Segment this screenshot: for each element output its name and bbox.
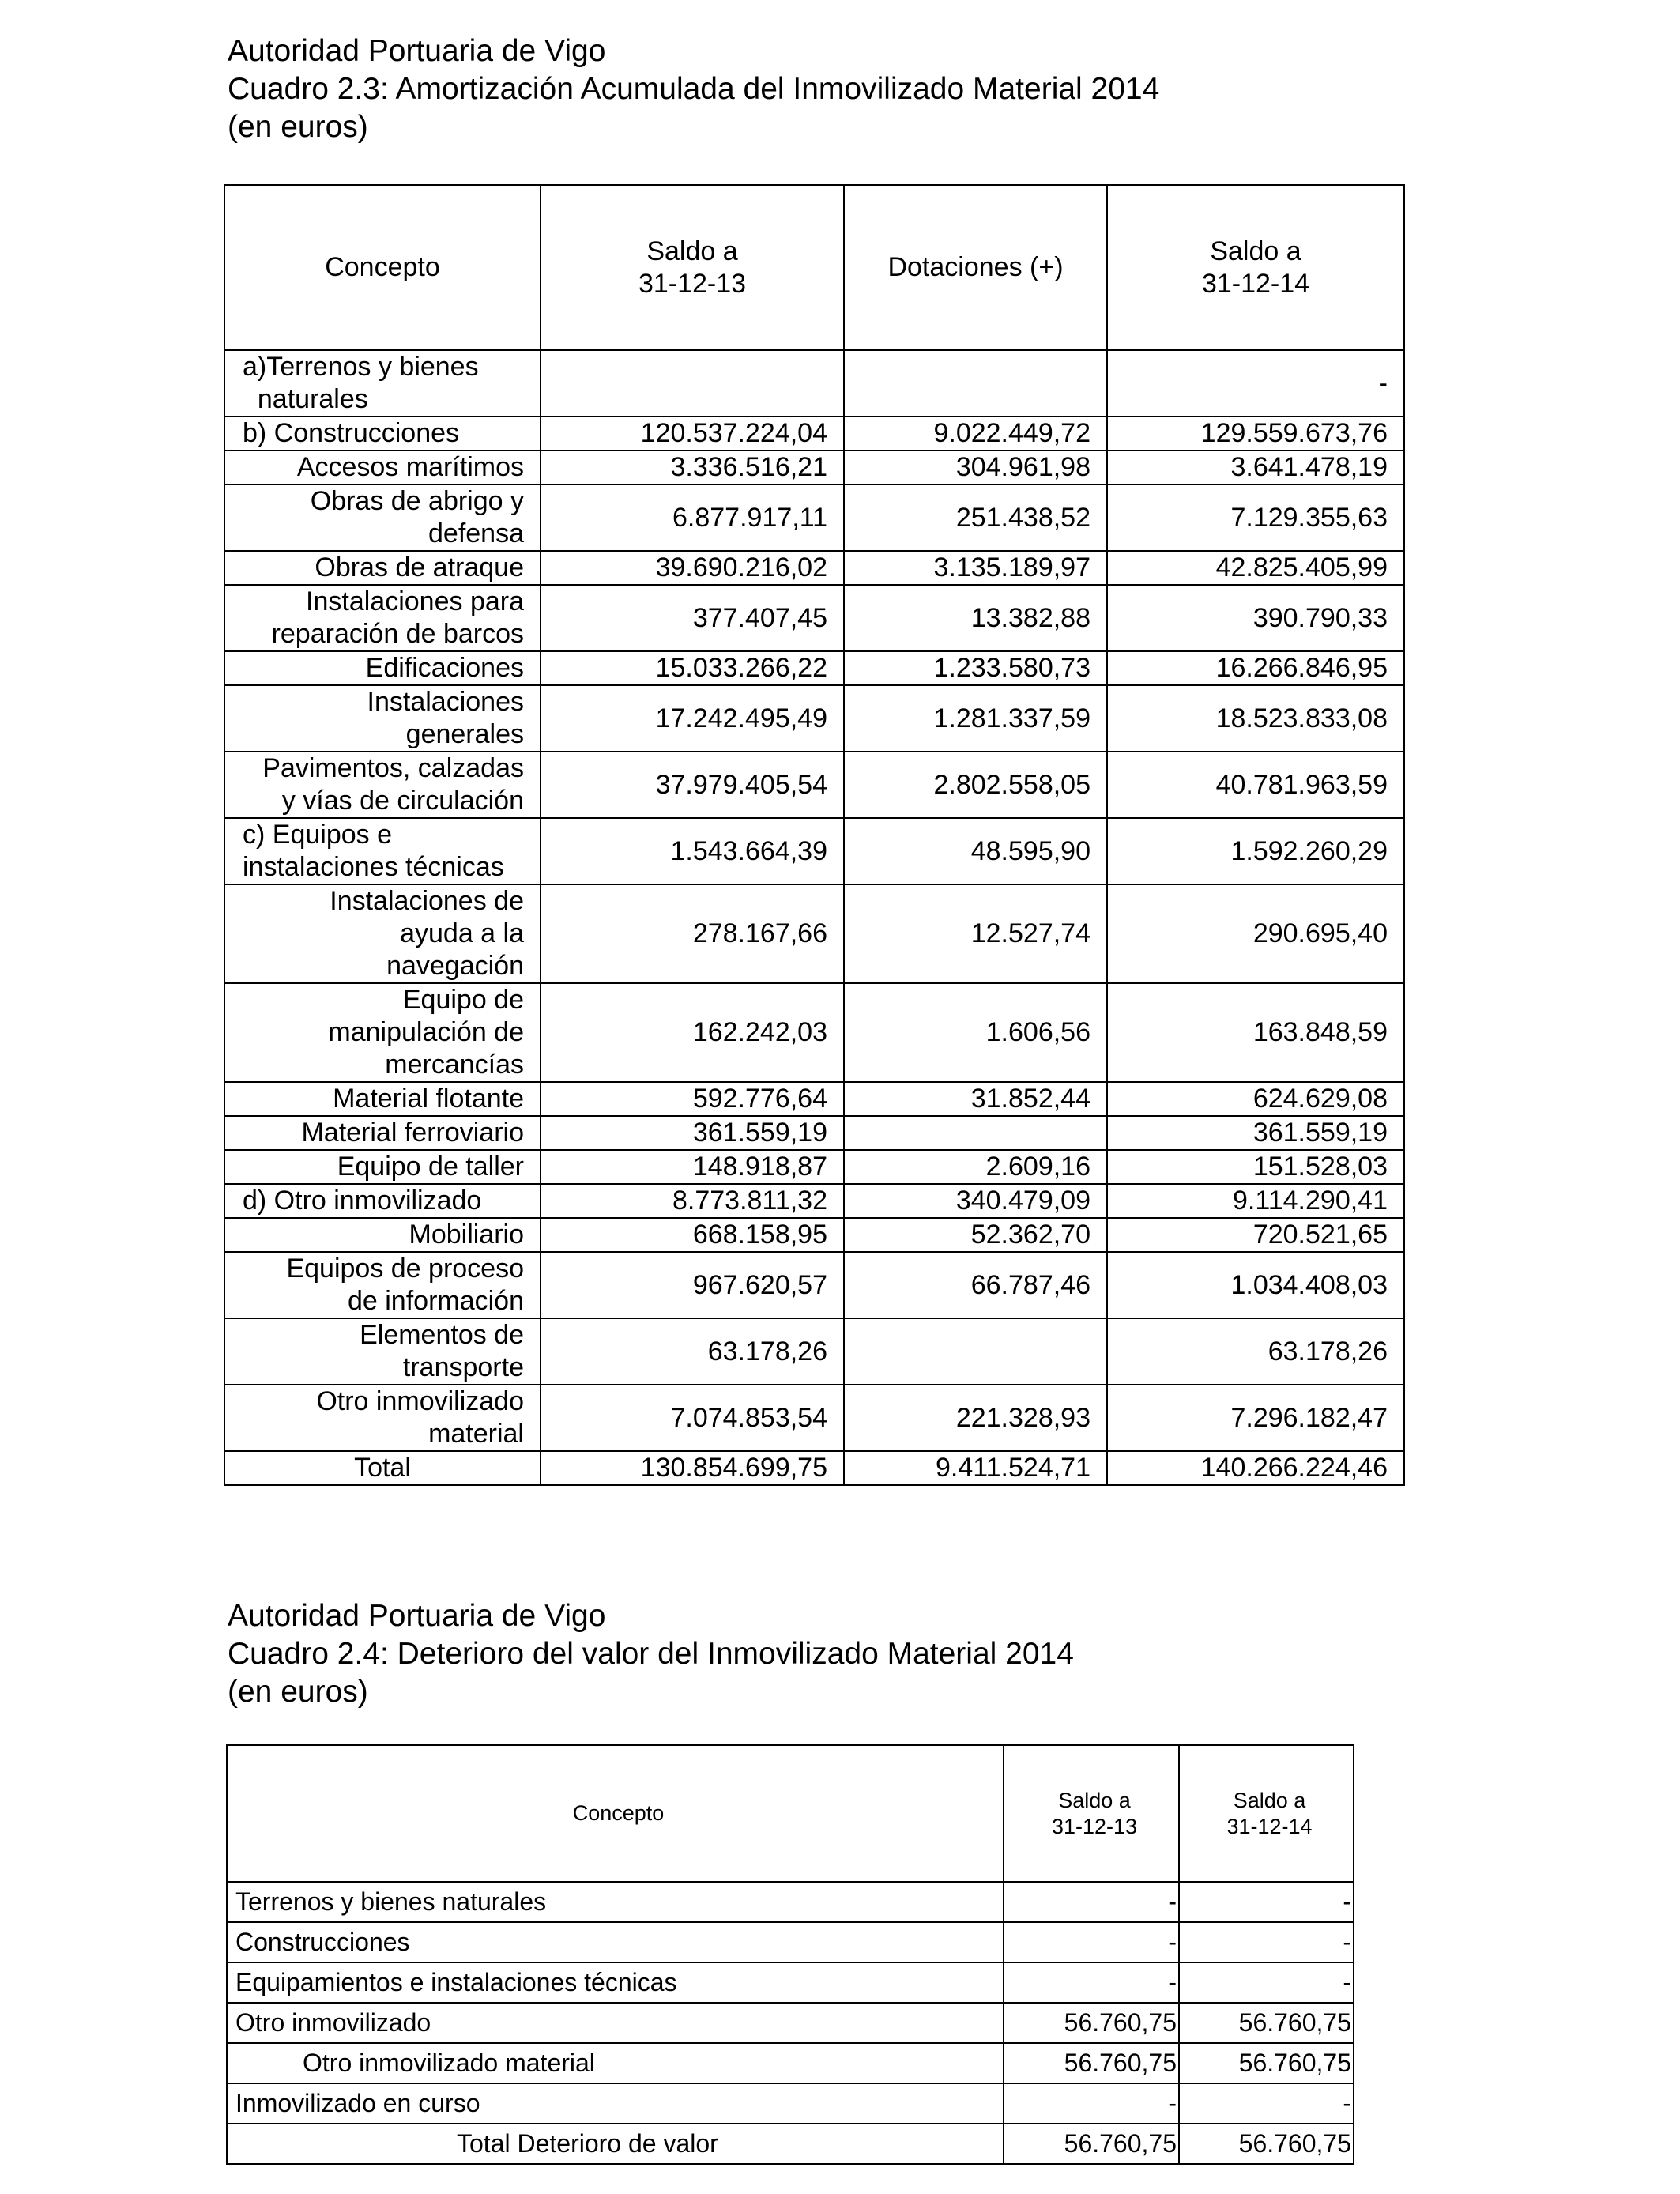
header-concepto: Concepto (224, 185, 541, 350)
table-row (224, 1451, 1404, 1485)
header-saldo-2014: Saldo a 31-12-14 (1107, 185, 1404, 350)
cell-saldo-2014: 3.641.478,19 (1107, 450, 1404, 484)
table-row (224, 1218, 1404, 1252)
cell-saldo-2013: 8.773.811,32 (541, 1184, 844, 1218)
table-row (224, 1150, 1404, 1184)
cell-saldo-2013: 120.537.224,04 (541, 417, 844, 450)
row-concept: Material ferroviario (224, 1116, 541, 1150)
cell-saldo-2013: 3.336.516,21 (541, 450, 844, 484)
cell-dotaciones: 13.382,88 (844, 585, 1107, 651)
row-concept: Equipos de proceso de información (224, 1252, 541, 1318)
table-row (224, 884, 1404, 983)
cell-saldo-2013: 278.167,66 (541, 884, 844, 983)
cell-saldo-2014: 56.760,75 (1179, 2043, 1354, 2083)
cell-saldo-2014: - (1179, 1882, 1354, 1922)
header-saldo-2013: Saldo a 31-12-13 (541, 185, 844, 350)
row-concept: d) Otro inmovilizado (224, 1184, 541, 1218)
cell-saldo-2014: - (1179, 1922, 1354, 1962)
row-concept: Equipo de taller (224, 1150, 541, 1184)
row-concept: Construcciones (227, 1922, 1004, 1962)
cell-saldo-2014: 7.296.182,47 (1107, 1385, 1404, 1451)
cell-saldo-2014: 151.528,03 (1107, 1150, 1404, 1184)
cell-saldo-2014: 40.781.963,59 (1107, 752, 1404, 818)
table-row (227, 2003, 1354, 2043)
cell-dotaciones (844, 1318, 1107, 1385)
row-concept: b) Construcciones (224, 417, 541, 450)
row-concept: Edificaciones (224, 651, 541, 685)
table-row (224, 1184, 1404, 1218)
row-concept: Instalaciones generales (224, 685, 541, 752)
table-row (227, 1882, 1354, 1922)
unit-note: (en euros) (228, 110, 368, 144)
row-concept: Otro inmovilizado material (224, 1385, 541, 1451)
cell-dotaciones: 251.438,52 (844, 484, 1107, 551)
table-2-4-heading (228, 1597, 1074, 1711)
table-row (224, 551, 1404, 585)
table-row (224, 983, 1404, 1082)
cell-dotaciones: 1.606,56 (844, 983, 1107, 1082)
table-row (224, 1318, 1404, 1385)
cell-dotaciones: 9.022.449,72 (844, 417, 1107, 450)
cell-dotaciones: 9.411.524,71 (844, 1451, 1107, 1485)
table-row (224, 484, 1404, 551)
cell-saldo-2013: 56.760,75 (1004, 2003, 1179, 2043)
cell-saldo-2013: 15.033.266,22 (541, 651, 844, 685)
cell-saldo-2014: 361.559,19 (1107, 1116, 1404, 1150)
table-row (227, 2043, 1354, 2083)
table-row (224, 450, 1404, 484)
cell-saldo-2014: 56.760,75 (1179, 2124, 1354, 2164)
row-concept: Obras de abrigo y defensa (224, 484, 541, 551)
cell-saldo-2014: 290.695,40 (1107, 884, 1404, 983)
table-row (224, 685, 1404, 752)
cell-saldo-2013: 39.690.216,02 (541, 551, 844, 585)
header-saldo-2013: Saldo a 31-12-13 (1004, 1745, 1179, 1882)
cell-saldo-2013: - (1004, 1882, 1179, 1922)
cell-dotaciones: 12.527,74 (844, 884, 1107, 983)
cell-dotaciones: 2.609,16 (844, 1150, 1107, 1184)
cell-saldo-2013: 377.407,45 (541, 585, 844, 651)
row-concept: Inmovilizado en curso (227, 2083, 1004, 2124)
cell-dotaciones: 48.595,90 (844, 818, 1107, 884)
cell-saldo-2013: 592.776,64 (541, 1082, 844, 1116)
cell-dotaciones (844, 1116, 1107, 1150)
org-name: Autoridad Portuaria de Vigo (228, 34, 606, 68)
cell-saldo-2013: - (1004, 1922, 1179, 1962)
cell-saldo-2013 (541, 350, 844, 417)
cell-saldo-2013: 668.158,95 (541, 1218, 844, 1252)
row-concept: Pavimentos, calzadas y vías de circulación (224, 752, 541, 818)
header-saldo-2014: Saldo a 31-12-14 (1179, 1745, 1354, 1882)
cell-saldo-2013: - (1004, 2083, 1179, 2124)
cell-saldo-2013: 361.559,19 (541, 1116, 844, 1150)
row-concept: Material flotante (224, 1082, 541, 1116)
header-concepto: Concepto (227, 1745, 1004, 1882)
row-concept: Equipo de manipulación de mercancías (224, 983, 541, 1082)
cell-saldo-2013: 1.543.664,39 (541, 818, 844, 884)
row-concept: Instalaciones de ayuda a la navegación (224, 884, 541, 983)
table-row (227, 1962, 1354, 2003)
table-2-3-heading (228, 32, 1159, 146)
header-row (224, 185, 1404, 350)
cell-dotaciones: 340.479,09 (844, 1184, 1107, 1218)
header-dotaciones: Dotaciones (+) (844, 185, 1107, 350)
cell-saldo-2014: 624.629,08 (1107, 1082, 1404, 1116)
cell-saldo-2013: 967.620,57 (541, 1252, 844, 1318)
row-concept: Otro inmovilizado (227, 2003, 1004, 2043)
cell-saldo-2013: 63.178,26 (541, 1318, 844, 1385)
table-title: Cuadro 2.3: Amortización Acumulada del Inmovilizado Material 2014 (228, 72, 1160, 106)
cell-saldo-2013: 56.760,75 (1004, 2124, 1179, 2164)
cell-dotaciones: 66.787,46 (844, 1252, 1107, 1318)
cell-saldo-2014: 16.266.846,95 (1107, 651, 1404, 685)
cell-saldo-2013: - (1004, 1962, 1179, 2003)
row-concept: Elementos de transporte (224, 1318, 541, 1385)
cell-dotaciones: 1.233.580,73 (844, 651, 1107, 685)
row-concept: Otro inmovilizado material (227, 2043, 1004, 2083)
cell-saldo-2014: 63.178,26 (1107, 1318, 1404, 1385)
table-row (224, 1385, 1404, 1451)
cell-dotaciones: 304.961,98 (844, 450, 1107, 484)
header-row (227, 1745, 1354, 1882)
table-row (224, 818, 1404, 884)
table-row (224, 1116, 1404, 1150)
table-row (227, 2083, 1354, 2124)
row-concept: c) Equipos e instalaciones técnicas (224, 818, 541, 884)
cell-saldo-2013: 37.979.405,54 (541, 752, 844, 818)
cell-saldo-2014: 129.559.673,76 (1107, 417, 1404, 450)
row-concept: Terrenos y bienes naturales (227, 1882, 1004, 1922)
table-row (224, 417, 1404, 450)
cell-saldo-2013: 7.074.853,54 (541, 1385, 844, 1451)
impairment-table (226, 1744, 1354, 2165)
row-concept: a)Terrenos y bienes naturales (224, 350, 541, 417)
row-concept: Mobiliario (224, 1218, 541, 1252)
cell-saldo-2013: 17.242.495,49 (541, 685, 844, 752)
row-concept: Total Deterioro de valor (227, 2124, 1004, 2164)
row-concept: Equipamientos e instalaciones técnicas (227, 1962, 1004, 2003)
table-row (224, 1082, 1404, 1116)
cell-saldo-2014: 1.592.260,29 (1107, 818, 1404, 884)
amortization-table (224, 184, 1405, 1486)
table-row (224, 1252, 1404, 1318)
unit-note: (en euros) (228, 1675, 368, 1709)
cell-saldo-2014: - (1179, 2083, 1354, 2124)
cell-dotaciones: 1.281.337,59 (844, 685, 1107, 752)
cell-dotaciones: 2.802.558,05 (844, 752, 1107, 818)
cell-dotaciones: 221.328,93 (844, 1385, 1107, 1451)
cell-dotaciones: 31.852,44 (844, 1082, 1107, 1116)
cell-dotaciones (844, 350, 1107, 417)
table-row (224, 585, 1404, 651)
cell-saldo-2014: - (1179, 1962, 1354, 2003)
table-row (224, 651, 1404, 685)
cell-saldo-2014: 163.848,59 (1107, 983, 1404, 1082)
table-row (227, 2124, 1354, 2164)
table-title: Cuadro 2.4: Deterioro del valor del Inmovilizado Material 2014 (228, 1637, 1074, 1671)
cell-saldo-2014: 7.129.355,63 (1107, 484, 1404, 551)
org-name: Autoridad Portuaria de Vigo (228, 1599, 606, 1633)
cell-saldo-2014: - (1107, 350, 1404, 417)
table-row (227, 1922, 1354, 1962)
cell-dotaciones: 3.135.189,97 (844, 551, 1107, 585)
cell-saldo-2014: 390.790,33 (1107, 585, 1404, 651)
cell-saldo-2014: 140.266.224,46 (1107, 1451, 1404, 1485)
cell-saldo-2014: 1.034.408,03 (1107, 1252, 1404, 1318)
cell-saldo-2014: 720.521,65 (1107, 1218, 1404, 1252)
table-row (224, 752, 1404, 818)
cell-dotaciones: 52.362,70 (844, 1218, 1107, 1252)
cell-saldo-2014: 56.760,75 (1179, 2003, 1354, 2043)
cell-saldo-2014: 42.825.405,99 (1107, 551, 1404, 585)
cell-saldo-2013: 6.877.917,11 (541, 484, 844, 551)
row-concept: Accesos marítimos (224, 450, 541, 484)
cell-saldo-2013: 148.918,87 (541, 1150, 844, 1184)
cell-saldo-2013: 130.854.699,75 (541, 1451, 844, 1485)
cell-saldo-2013: 56.760,75 (1004, 2043, 1179, 2083)
table-row (224, 350, 1404, 417)
row-concept: Instalaciones para reparación de barcos (224, 585, 541, 651)
cell-saldo-2013: 162.242,03 (541, 983, 844, 1082)
cell-saldo-2014: 18.523.833,08 (1107, 685, 1404, 752)
cell-saldo-2014: 9.114.290,41 (1107, 1184, 1404, 1218)
row-concept: Obras de atraque (224, 551, 541, 585)
row-concept: Total (224, 1451, 541, 1485)
